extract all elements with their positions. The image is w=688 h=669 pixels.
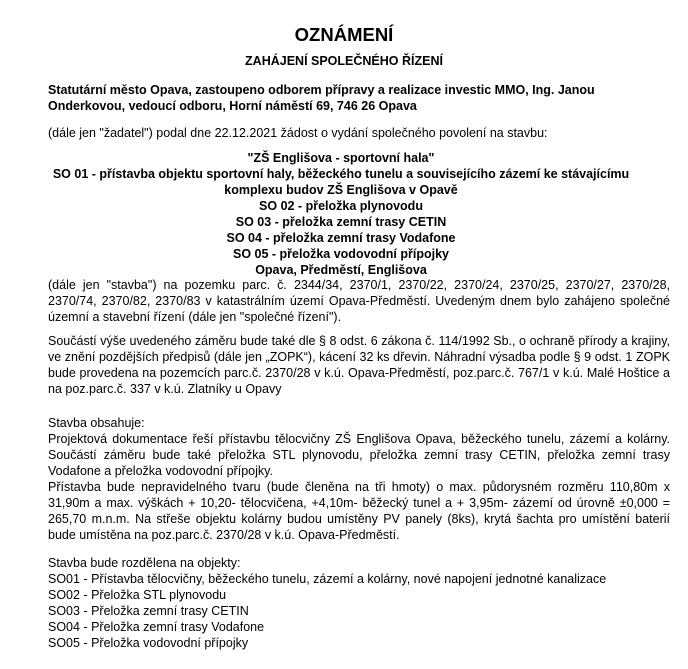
land-parcels-paragraph: (dále jen "stavba") na pozemku parc. č. 2344/34, 2370/1, 2370/22, 2370/24, 2370/25, 2370/27, 2370/28, 2370/74, 2370/82, 2370/83 v katastrálním území Opava-Předměstí. Uvedeným dnem bylo zahájeno společné územní a stavební řízení (dále jen "společné řízení"). <box>48 278 670 324</box>
object-item-so05: SO05 - Přeložka vodovodní přípojky <box>48 636 249 650</box>
project-object-so04: SO 04 - přeložka zemní trasy Vodafone <box>226 231 456 245</box>
nature-protection-paragraph: Součástí výše uvedeného záměru bude také dle § 8 odst. 6 zákona č. 114/1992 Sb., o ochraně přírody a krajiny, ve znění pozdějších předpisů (dále jen „ZOPK“), kácení 32 ks dřevin. Náhradní výsadba podle § 9 odst. 1 ZOPK bude provedena na pozemcích parc.č. 2370/28 v k.ú. Opava-Předměstí, poz.parc.č. 767/1 v k.ú. Malé Hoštice a na poz.parc.č. 337 v k.ú. Zlatníky u Opavy <box>48 334 670 396</box>
contains-heading: Stavba obsahuje: <box>48 416 145 430</box>
project-object-so02: SO 02 - přeložka plynovodu <box>259 199 423 213</box>
project-object-so05: SO 05 - přeložka vodovodní přípojky <box>232 247 449 261</box>
request-lead-paragraph: (dále jen "žadatel") podal dne 22.12.2021 žádost o vydání společného povolení na stavbu: <box>48 126 548 140</box>
project-list <box>48 150 634 278</box>
objects-list <box>48 571 670 651</box>
project-name: "ZŠ Englišova - sportovní hala" <box>247 151 435 165</box>
extension-dimensions-paragraph: Přístavba bude nepravidelného tvaru (bude členěna na tři hmoty) o max. půdorysném rozměru 110,80m x 31,90m a max. výškách + 10,20- tělocvičena, +4,10m- běžecký tunel a + 3,95m- zázemí od úrovně ±0,000 = 265,70 m.n.m. Na střeše objektu kolárny budou umístěny PV panely (8ks), krytá šachta pro umístění baterií bude umístěna na poz.parc.č. 2370/28 v k.ú. Opava-Předměstí. <box>48 480 670 542</box>
objects-heading: Stavba bude rozdělena na objekty: <box>48 556 241 570</box>
object-item-so02: SO02 - Přeložka STL plynovodu <box>48 588 227 602</box>
object-item-so04: SO04 - Přeložka zemní trasy Vodafone <box>48 620 265 634</box>
applicant-paragraph: Statutární město Opava, zastoupeno odborem přípravy a realizace investic MMO, Ing. Janou Onderkovou, vedoucí odboru, Horní náměstí 69, 746 26 Opava <box>48 83 595 113</box>
project-object-so01: SO 01 - přístavba objektu sportovní haly, běžeckého tunelu a souvisejícího zázemí ke stávajícímu komplexu budov ZŠ Englišova v Opavě <box>52 167 630 197</box>
document-title: OZNÁMENÍ <box>294 24 394 45</box>
document-subtitle: ZAHÁJENÍ SPOLEČNÉHO ŘÍZENÍ <box>245 54 443 68</box>
object-item-so03: SO03 - Přeložka zemní trasy CETIN <box>48 604 249 618</box>
contains-description-paragraph: Projektová dokumentace řeší přístavbu tělocvičny ZŠ Englišova Opava, běžeckého tunelu, zázemí a kolárny. Součástí záměru bude také přeložka STL plynovodu, přeložka zemní trasy CETIN, přeložka zemní trasy Vodafone a přeložka vodovodní přípojky. <box>48 432 670 478</box>
project-object-so03: SO 03 - přeložka zemní trasy CETIN <box>235 215 447 229</box>
project-location: Opava, Předměstí, Englišova <box>255 263 427 277</box>
object-item-so01: SO01 - Přístavba tělocvičny, běžeckého tunelu, zázemí a kolárny, nové napojení jednotné kanalizace <box>48 572 607 586</box>
